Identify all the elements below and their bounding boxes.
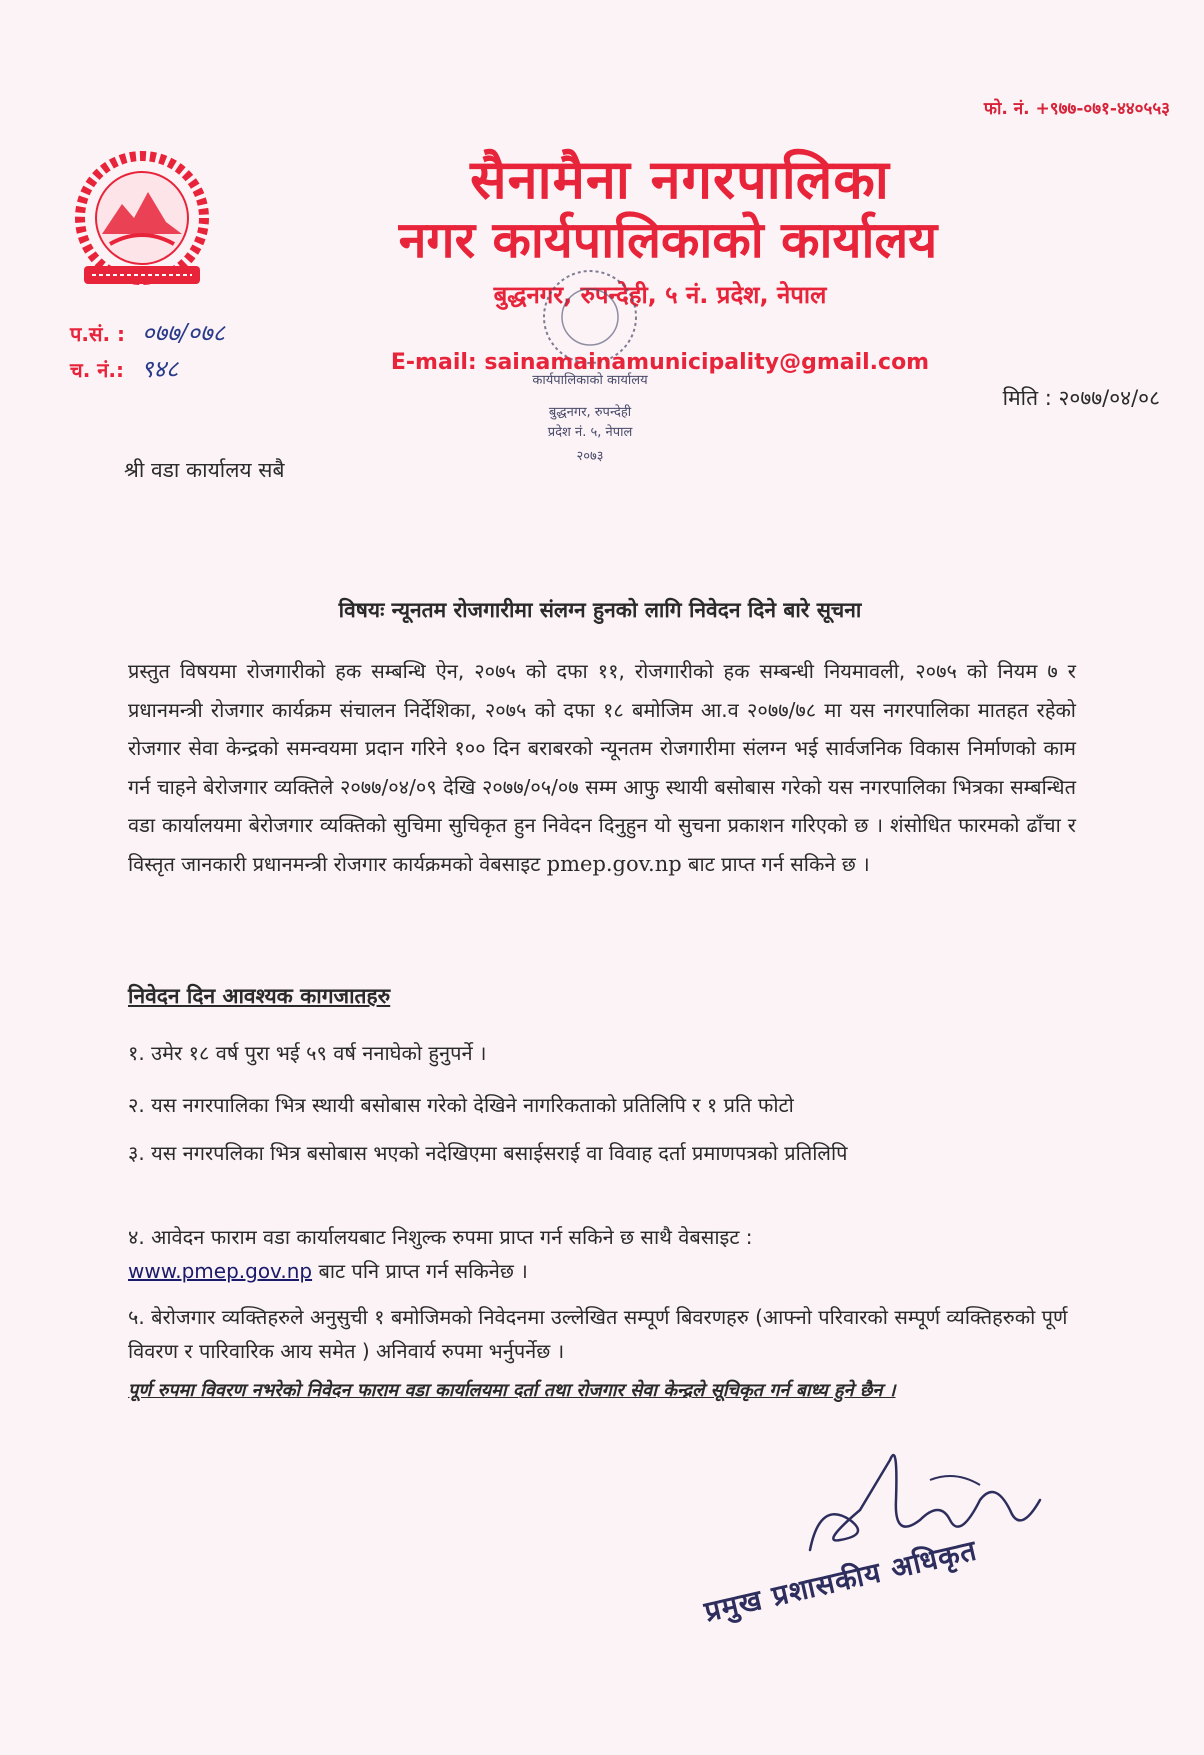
stamp-line-4: २०७३: [576, 449, 604, 464]
addressee: श्री वडा कार्यालय सबै: [124, 458, 285, 482]
requirement-item-2: २. यस नगरपालिका भित्र स्थायी बसोबास गरेको देखिने नागरिकताको प्रतिलिपि र १ प्रति फोटो: [128, 1093, 794, 1117]
requirement-item-4: [128, 1220, 1076, 1288]
office-name: नगर कार्यपालिकाको कार्यालय: [398, 211, 938, 269]
reference-number-value: ०७७/०७८: [142, 319, 225, 347]
notice-body: [128, 652, 1076, 883]
stamp-line-3: प्रदेश नं. ५, नेपाल: [547, 425, 633, 440]
requirement-item-4-tail: बाट पनि प्राप्त गर्न सकिनेछ ।: [318, 1259, 528, 1283]
dispatch-number-value: ९४८: [140, 355, 179, 383]
notice-subject: विषयः न्यूनतम रोजगारीमा संलग्न हुनको लागि निवेदन दिने बारे सूचना: [338, 598, 862, 622]
dispatch-number-label: च. नं.:: [70, 358, 124, 382]
municipality-name: सैनामैना नगरपालिका: [470, 148, 890, 211]
office-stamp: [495, 262, 685, 492]
body-tail: बाट प्राप्त गर्न सकिने छ ।: [688, 851, 870, 876]
office-email: E-mail: sainamainamunicipality@gmail.com: [390, 350, 930, 375]
office-address: बुद्धनगर, रुपन्देही, ५ नं. प्रदेश, नेपाल: [493, 281, 827, 309]
nepal-emblem-icon: [62, 148, 222, 298]
requirement-item-4-text: ४. आवेदन फाराम वडा कार्यालयबाट निशुल्क रुपमा प्राप्त गर्न सकिने छ साथै वेबसाइट :: [128, 1225, 753, 1249]
requirements-heading: निवेदन दिन आवश्यक कागजातहरु: [128, 984, 391, 1008]
dispatch-number: [70, 352, 178, 385]
pmep-website-link[interactable]: www.pmep.gov.np: [128, 1259, 313, 1283]
reference-number-label: प.सं. :: [70, 322, 126, 346]
requirement-item-5: ५. बेरोजगार व्यक्तिहरुले अनुसुची १ बमोजिमको निवेदनमा उल्लेखित सम्पूर्ण बिवरणहरु (आफ्नो परिवारको सम्पूर्ण व्यक्तिहरुको पूर्ण विवरण र पारिवारिक आय समेत ) अनिवार्य रुपमा भर्नुपर्नेछ ।: [128, 1305, 1068, 1363]
reference-number: [70, 316, 225, 349]
stamp-line-1: कार्यपालिकाको कार्यालय: [532, 373, 648, 388]
stamp-line-2: बुद्धनगर, रुपन्देही: [548, 405, 632, 420]
phone-number: फो. नं. +९७७-०७१-४४०५५३: [983, 99, 1170, 119]
body-website: pmep.gov.np: [546, 851, 682, 876]
important-note: पूर्ण रुपमा विवरण नभरेको निवेदन फाराम वडा कार्यालयमा दर्ता तथा रोजगार सेवा केन्द्रले सूचिकृत गर्न बाध्य हुने छैन ।: [128, 1380, 896, 1401]
requirement-item-1: १. उमेर १८ वर्ष पुरा भई ५९ वर्ष ननाघेको हुनुपर्ने ।: [128, 1041, 487, 1065]
requirement-item-3: ३. यस नगरपलिका भित्र बसोबास भएको नदेखिएमा बसाईसराई वा विवाह दर्ता प्रमाणपत्रको प्रतिलिपि: [128, 1141, 848, 1165]
signatory-stamp: प्रमुख प्रशासकीय अधिकृत: [701, 1533, 981, 1629]
notice-date: मिति : २०७७/०४/०८: [1002, 386, 1160, 410]
body-text: प्रस्तुत विषयमा रोजगारीको हक सम्बन्धि ऐन, २०७५ को दफा ११, रोजगारीको हक सम्बन्धी नियमावली, २०७५ को नियम ७ र प्रधानमन्त्री रोजगार कार्यक्रम संचालन निर्देशिका, २०७५ को दफा १८ बमोजिम आ.व २०७७/७८ मा यस नगरपालिका मातहत रहेको रोजगार सेवा केन्द्रको समन्वयमा प्रदान गरिने १०० दिन बराबरको न्यूनतम रोजगारीमा संलग्न भई सार्वजनिक विकास निर्माणको काम गर्न चाहने बेरोजगार व्यक्तिले २०७७/०४/०९ देखि २०७७/०५/०७ सम्म आफु स्थायी बसोबास गरेको यस नगरपालिका भित्रका सम्बन्धित वडा कार्यालयमा बेरोजगार व्यक्तिको सुचिमा सुचिकृत हुन निवेदन दिनुहुन यो सुचना प्रकाशन गरिएको छ । शंसोधित फारमको ढाँचा र विस्तृत जानकारी प्रधानमन्त्री रोजगार कार्यक्रमको वेबसाइट: [128, 659, 1076, 876]
